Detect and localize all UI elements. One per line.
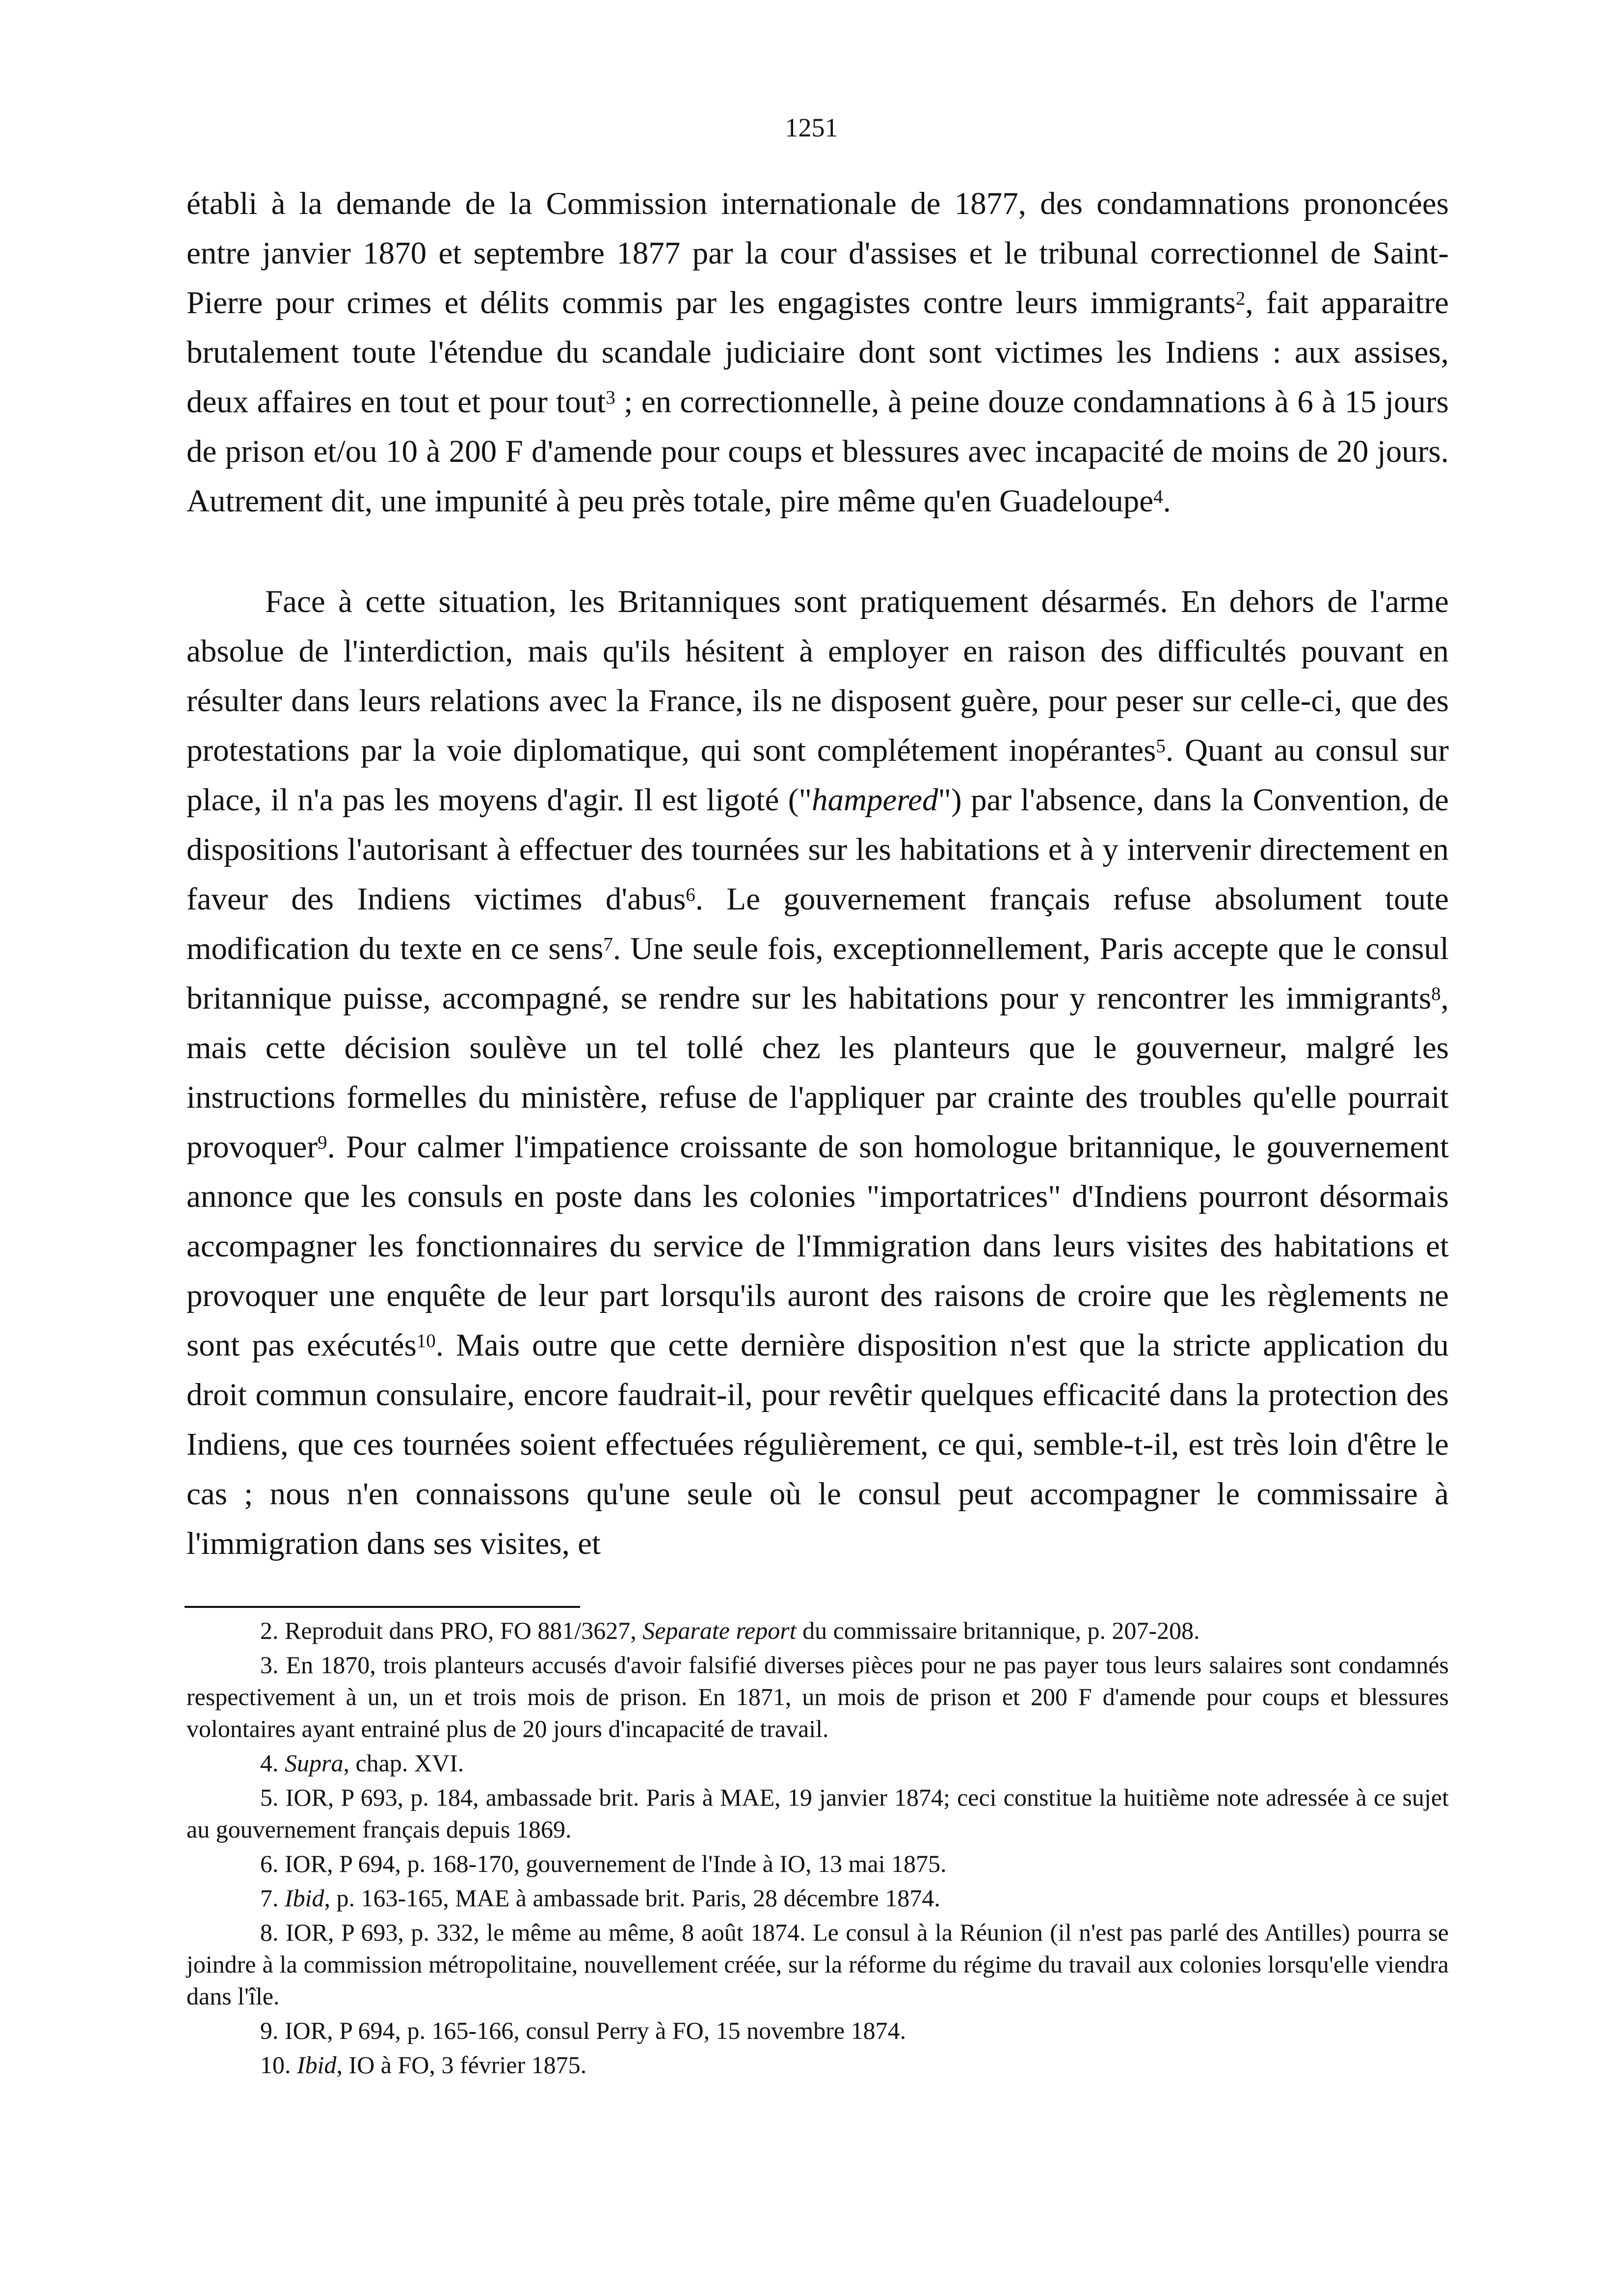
footnote-label: 9.: [260, 2017, 279, 2044]
footnote-text: du commissaire britannique, p. 207-208.: [796, 1617, 1200, 1644]
footnote-9: [186, 2015, 1449, 2047]
footnote-label: 6.: [260, 1850, 279, 1877]
footnote-separator: [185, 1606, 580, 1608]
footnote-label: 4.: [260, 1749, 279, 1777]
text-run: .: [1163, 483, 1171, 519]
page-number: 1251: [785, 113, 838, 142]
footnote-3: [186, 1649, 1449, 1745]
footnote-italic: Separate report: [642, 1617, 797, 1644]
text-run: . Pour calmer l'impatience croissante de son homologue britannique, le gouvernement annonce que les consuls en poste dans les colonies "importatrices" d'Indiens pourront désormais accompagner les fonctionnaires du service de l'Immigration dans leurs visites des habitations et provoquer une enquête de leur part lorsqu'ils auront des raisons de croire que les règlements ne sont pas exécutés: [186, 1129, 1449, 1363]
footnote-8: [186, 1917, 1449, 2012]
text-run: Face à cette situation, les Britanniques sont pratiquement désarmés. En dehors de l'arme absolue de l'interdiction, mais qu'ils hésitent à employer en raison des difficultés pouvant en résulter dans leurs relations avec la France, ils ne disposent guère, pour peser sur celle-ci, que des protestations par la voie diplomatique, qui sont complétement inopérantes: [186, 584, 1449, 768]
text-run: . Mais outre que cette dernière disposition n'est que la stricte application du droit commun consulaire, encore faudrait-il, pour revêtir quelques efficacité dans la protection des Indiens, que ces tournées soient effectuées régulièrement, ce qui, semble-t-il, est très loin d'être le cas ; nous n'en connaissons qu'une seule où le consul peut accompagner le commissaire à l'immigration dans ses visites, et: [186, 1328, 1449, 1561]
text-run: ; en correctionnelle, à peine douze condamnations à 6 à 15 jours de prison et/ou 10 à 200 F d'amende pour coups et blessures avec incapacité de moins de 20 jours. Autrement dit, une impunité à peu près totale, pire même qu'en Guadeloupe: [186, 384, 1449, 519]
footnote-label: 5.: [260, 1784, 279, 1811]
paragraph-1: [186, 179, 1449, 526]
footnotes: [186, 1615, 1449, 2083]
text-run: . Quant au consul sur place, il n'a pas les moyens d'agir. Il est ligoté (": [186, 733, 1449, 818]
footnote-text: En 1870, trois planteurs accusés d'avoir falsifié diverses pièces pour ne pas payer tous leurs salaires sont condamnés respectivement à un, un et trois mois de prison. En 1871, un mois de prison et 200 F d'amende pour coups et blessures volontaires ayant entrainé plus de 20 jours d'incapacité de travail.: [186, 1651, 1449, 1742]
text-run: , mais cette décision soulève un tel tollé chez les planteurs que le gouverneur, malgré les instructions formelles du ministère, refuse de l'appliquer par crainte des troubles qu'elle pourrait provoquer: [186, 981, 1449, 1165]
footnote-text: IOR, P 694, p. 165-166, consul Perry à FO, 15 novembre 1874.: [278, 2017, 906, 2044]
footnote-italic: Ibid: [297, 2051, 337, 2079]
footnote-ref-7: 7: [603, 934, 613, 955]
footnote-label: 2.: [260, 1617, 279, 1644]
footnote-text: , IO à FO, 3 février 1875.: [336, 2051, 587, 2079]
text-run: , fait apparaitre brutalement toute l'étendue du scandale judiciaire dont sont victimes les Indiens : aux assises, deux affaires en tout et pour tout: [186, 285, 1449, 420]
footnote-label: 8.: [260, 1919, 279, 1946]
footnote-2: [186, 1615, 1449, 1647]
footnote-ref-8: 8: [1431, 983, 1441, 1005]
footnote-ref-10: 10: [416, 1330, 436, 1352]
main-text: [186, 179, 1449, 1569]
footnote-ref-5: 5: [1156, 735, 1166, 757]
footnote-text: , p. 163-165, MAE à ambassade brit. Paris, 28 décembre 1874.: [324, 1884, 940, 1912]
footnote-text: , chap. XVI.: [343, 1749, 464, 1777]
footnote-italic: Ibid: [285, 1884, 324, 1912]
text-run: ") par l'absence, dans la Convention, de dispositions l'autorisant à effectuer des tournées sur les habitations et à y intervenir directement en faveur des Indiens victimes d'abus: [186, 782, 1449, 917]
footnote-4: [186, 1747, 1449, 1779]
footnote-text: IOR, P 693, p. 332, le même au même, 8 août 1874. Le consul à la Réunion (il n'est pas parlé des Antilles) pourra se joindre à la commission métropolitaine, nouvellement créée, sur la réforme du régime du travail aux colonies lorsqu'elle viendra dans l'île.: [186, 1919, 1449, 2010]
footnote-ref-4: 4: [1153, 486, 1163, 507]
footnote-text: IOR, P 694, p. 168-170, gouvernement de l'Inde à IO, 13 mai 1875.: [278, 1850, 947, 1877]
footnote-7: [186, 1882, 1449, 1914]
italic-term: hampered: [811, 782, 938, 818]
footnote-label: 10.: [260, 2051, 291, 2079]
footnote-label: 3.: [260, 1651, 279, 1679]
text-run: . Une seule fois, exceptionnellement, Paris accepte que le consul britannique puisse, accompagné, se rendre sur les habitations pour y rencontrer les immigrants: [186, 931, 1449, 1016]
text-run: . Le gouvernement français refuse absolument toute modification du texte en ce sens: [186, 881, 1449, 966]
footnote-ref-6: 6: [686, 884, 695, 906]
footnote-text: Reproduit dans PRO, FO 881/3627,: [278, 1617, 643, 1644]
paragraph-2: [186, 577, 1449, 1569]
footnote-6: [186, 1848, 1449, 1880]
footnote-label: 7.: [260, 1884, 279, 1912]
footnote-ref-9: 9: [318, 1132, 327, 1153]
footnote-text: IOR, P 693, p. 184, ambassade brit. Paris à MAE, 19 janvier 1874; ceci constitue la huitième note adressée à ce sujet au gouvernement français depuis 1869.: [186, 1784, 1449, 1843]
footnote-italic: Supra: [285, 1749, 344, 1777]
footnote-ref-2: 2: [1235, 288, 1246, 309]
footnote-ref-3: 3: [606, 387, 615, 408]
text-run: établi à la demande de la Commission internationale de 1877, des condamnations prononcées entre janvier 1870 et septembre 1877 par la cour d'assises et le tribunal correctionnel de Saint-Pierre pour crimes et délits commis par les engagistes contre leurs immigrants: [186, 186, 1449, 320]
footnote-5: [186, 1782, 1449, 1845]
footnote-10: [186, 2049, 1449, 2081]
